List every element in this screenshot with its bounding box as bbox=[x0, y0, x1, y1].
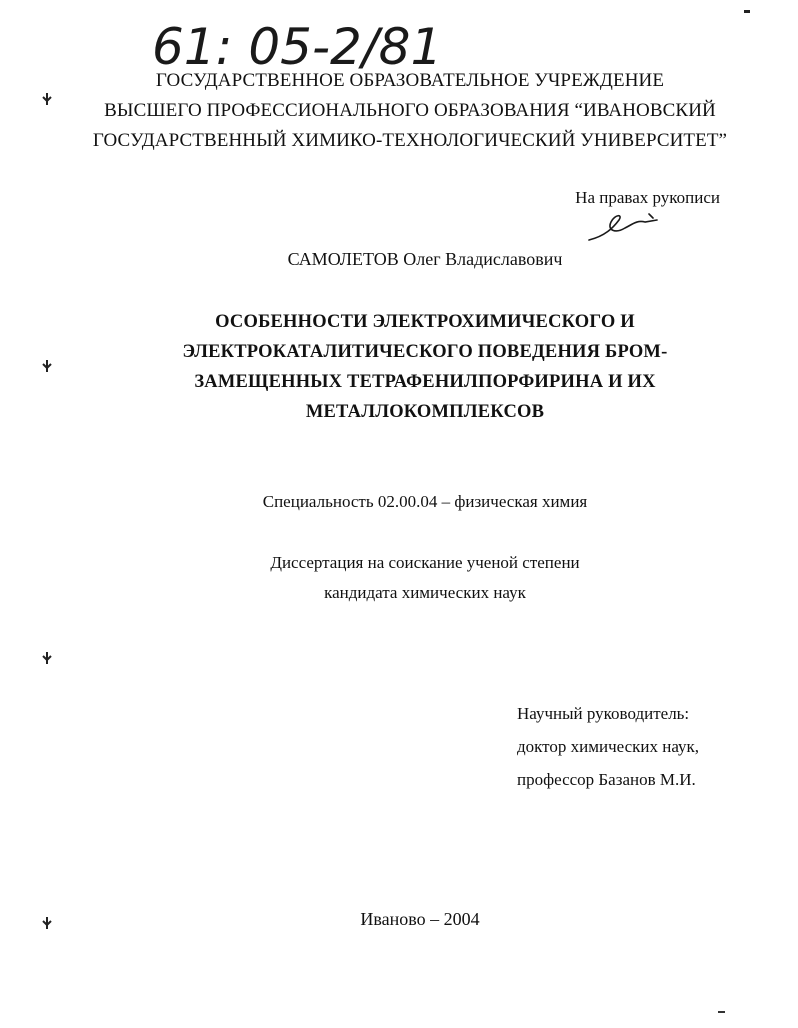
degree-line-2: кандидата химических наук bbox=[324, 583, 526, 602]
title-line-4: МЕТАЛЛОКОМПЛЕКСОВ bbox=[305, 402, 545, 422]
scan-mark-top-right bbox=[744, 10, 750, 13]
binding-mark-icon bbox=[40, 92, 54, 106]
institution-line-3: ГОСУДАРСТВЕННЫЙ ХИМИКО-ТЕХНОЛОГИЧЕСКИЙ УНИВЕРСИТЕТ” bbox=[92, 130, 728, 151]
binding-mark-icon bbox=[40, 359, 54, 373]
manuscript-rights: На правах рукописи bbox=[575, 188, 720, 207]
binding-mark-icon bbox=[40, 916, 54, 930]
title-line-2: ЭЛЕКТРОКАТАЛИТИЧЕСКОГО ПОВЕДЕНИЯ БРОМ- bbox=[182, 342, 668, 362]
dissertation-degree bbox=[140, 548, 710, 608]
institution-header bbox=[60, 66, 760, 156]
advisor-degree: доктор химических наук, bbox=[517, 737, 700, 756]
binding-mark-icon bbox=[40, 651, 54, 665]
archive-code-text: 61: 05-2/81 bbox=[152, 18, 443, 76]
dissertation-title bbox=[140, 307, 710, 427]
scientific-advisor bbox=[517, 697, 777, 796]
advisor-name: профессор Базанов М.И. bbox=[517, 770, 696, 789]
author-name: САМОЛЕТОВ Олег Владиславович bbox=[287, 249, 563, 269]
city-year: Иваново – 2004 bbox=[360, 909, 480, 929]
advisor-label: Научный руководитель: bbox=[517, 704, 690, 723]
institution-line-1: ГОСУДАРСТВЕННОЕ ОБРАЗОВАТЕЛЬНОЕ УЧРЕЖДЕНИЕ bbox=[155, 70, 665, 91]
title-line-3: ЗАМЕЩЕННЫХ ТЕТРАФЕНИЛПОРФИРИНА И ИХ bbox=[194, 372, 656, 392]
institution-line-2: ВЫСШЕГО ПРОФЕССИОНАЛЬНОГО ОБРАЗОВАНИЯ “ИВАНОВСКИЙ bbox=[104, 100, 716, 121]
title-line-1: ОСОБЕННОСТИ ЭЛЕКТРОХИМИЧЕСКОГО И bbox=[215, 312, 635, 332]
specialty: Специальность 02.00.04 – физическая химия bbox=[262, 492, 588, 511]
degree-line-1: Диссертация на соискание ученой степени bbox=[270, 553, 580, 572]
signature bbox=[585, 206, 665, 246]
scan-mark-bottom-right bbox=[718, 1011, 725, 1013]
